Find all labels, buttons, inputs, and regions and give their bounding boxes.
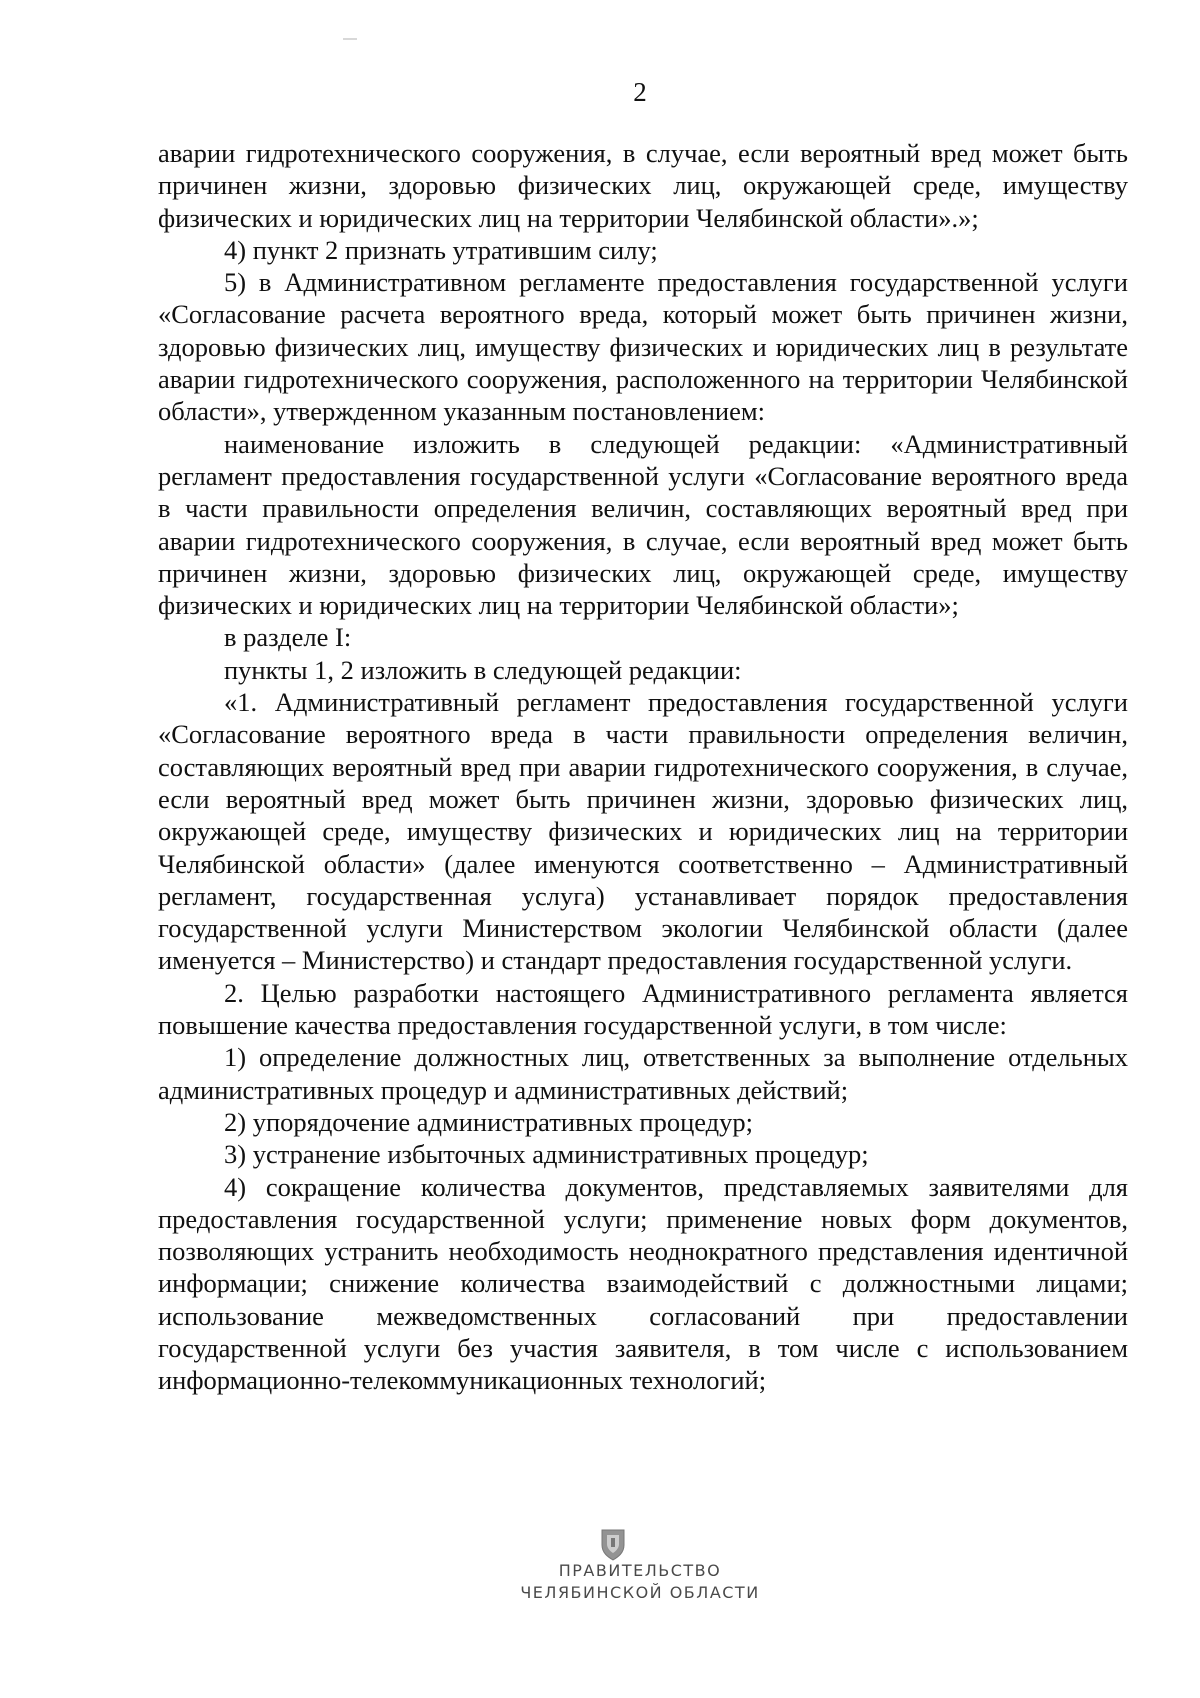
paragraph-item-4: 4) пункт 2 признать утратившим силу; <box>224 234 658 265</box>
paragraph-subitem-1: 1) определение должностных лиц, ответственных за выполнение отдельных административных процедур и административных действий; <box>158 1042 1128 1105</box>
paragraph-subitem-3: 3) устранение избыточных административных процедур; <box>224 1139 869 1170</box>
coat-of-arms-icon <box>600 1527 626 1561</box>
paragraph-points-1-2: пункты 1, 2 изложить в следующей редакции: <box>224 654 742 685</box>
paragraph-name-change: наименование изложить в следующей редакции: «Административный регламент предоставления государственной услуги «Согласование вероятного вреда в части правильности определения величин, составляющих вероятный вред при аварии гидротехнического сооружения, в случае, если вероятный вред может быть причинен жизни, здоровью физических лиц, окружающей среде, имуществу физических и юридических лиц на территории Челябинской области»; <box>158 428 1128 621</box>
document-body <box>158 137 1128 1397</box>
paragraph-point-1: «1. Административный регламент предоставления государственной услуги «Согласование вероятного вреда в части правильности определения величин, составляющих вероятный вред при аварии гидротехнического сооружения, в случае, если вероятный вред может быть причинен жизни, здоровью физических лиц, окружающей среде, имуществу физических и юридических лиц на территории Челябинской области» (далее именуются соответственно – Административный регламент, государственная услуга) устанавливает порядок предоставления государственной услуги Министерством экологии Челябинской области (далее именуется – Министерство) и стандарт предоставления государственной услуги. <box>158 687 1128 976</box>
paragraph-continuation: аварии гидротехнического сооружения, в случае, если вероятный вред может быть причинен жизни, здоровью физических лиц, окружающей среде, имуществу физических и юридических лиц на территории Челябинской области».»; <box>158 138 1128 233</box>
page-number: 2 <box>633 77 647 107</box>
paragraph-subitem-2: 2) упорядочение административных процедур; <box>224 1106 754 1137</box>
watermark-line-2: ЧЕЛЯБИНСКОЙ ОБЛАСТИ <box>520 1583 760 1602</box>
watermark-line-1: ПРАВИТЕЛЬСТВО <box>558 1561 722 1580</box>
paragraph-section-i: в разделе I: <box>224 622 352 653</box>
paragraph-item-5: 5) в Административном регламенте предоставления государственной услуги «Согласование расчета вероятного вреда, который может быть причинен жизни, здоровью физических лиц, имуществу физических и юридических лиц в результате аварии гидротехнического сооружения, расположенного на территории Челябинской области», утвержденном указанным постановлением: <box>158 267 1128 427</box>
government-watermark <box>0 1560 1200 1604</box>
paragraph-point-2: 2. Целью разработки настоящего Административного регламента является повышение качества предоставления государственной услуги, в том числе: <box>158 977 1128 1041</box>
paragraph-subitem-4: 4) сокращение количества документов, представляемых заявителями для предоставления государственной услуги; применение новых форм документов, позволяющих устранить необходимость неоднократного представления идентичной информации; снижение количества взаимодействий с должностными лицами; использование межведомственных согласований при предоставлении государственной услуги без участия заявителя, в том числе с использованием информационно-телекоммуникационных технологий; <box>158 1171 1128 1396</box>
scan-artifact <box>343 38 357 40</box>
